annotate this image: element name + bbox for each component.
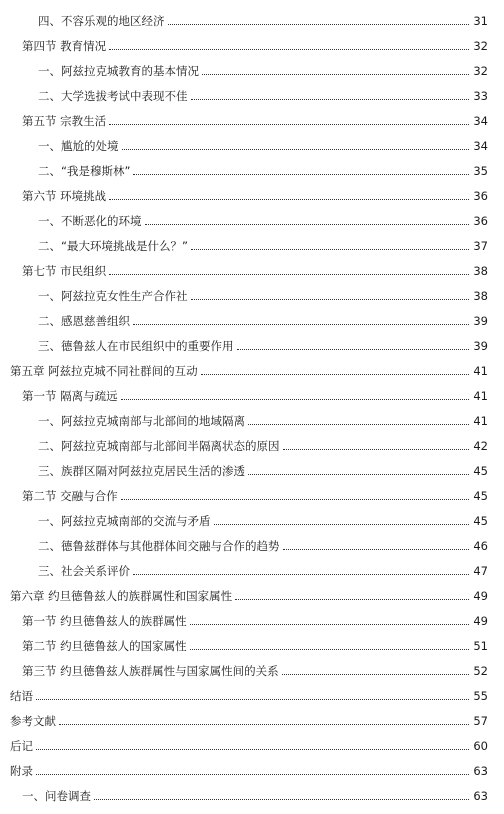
toc-entry[interactable] — [38, 554, 488, 578]
toc-entry[interactable] — [22, 29, 488, 53]
toc-dot-leader — [122, 148, 470, 150]
toc-entry-page: 36 — [473, 214, 488, 228]
toc-entry-title: 二、德鲁兹群体与其他群体间交融与合作的趋势 — [38, 539, 280, 553]
toc-entry-title: 四、不容乐观的地区经济 — [38, 14, 165, 28]
toc-entry[interactable] — [38, 229, 488, 253]
toc-dot-leader — [191, 248, 469, 250]
toc-entry-title: 第七节 市民组织 — [22, 264, 107, 278]
toc-dot-leader — [283, 548, 470, 550]
toc-entry-title: 二、感恩慈善组织 — [38, 314, 130, 328]
toc-entry-title: 第五节 宗教生活 — [22, 114, 107, 128]
toc-entry[interactable] — [38, 404, 488, 428]
toc-entry[interactable] — [38, 429, 488, 453]
toc-entry-title: 一、问卷调查 — [22, 789, 91, 803]
toc-entry-title: 附录 — [10, 764, 33, 778]
toc-dot-leader — [190, 648, 470, 650]
toc-entry-page: 32 — [473, 39, 488, 53]
toc-dot-leader — [190, 623, 470, 625]
toc-dot-leader — [133, 173, 469, 175]
toc-entry[interactable] — [10, 579, 488, 603]
toc-dot-leader — [248, 423, 469, 425]
toc-entry-title: 一、不断恶化的环境 — [38, 214, 142, 228]
toc-entry-title: 第六节 环境挑战 — [22, 189, 107, 203]
toc-entry-title: 二、“我是穆斯林” — [38, 164, 131, 178]
toc-entry-page: 35 — [473, 164, 488, 178]
toc-entry-page: 41 — [473, 389, 488, 403]
toc-entry-page: 32 — [473, 64, 488, 78]
toc-entry-title: 二、“最大环境挑战是什么？” — [38, 239, 188, 253]
toc-entry[interactable] — [10, 704, 488, 728]
toc-entry-title: 第五章 阿兹拉克城不同社群间的互动 — [10, 364, 198, 378]
toc-entry-title: 第一节 隔离与疏远 — [22, 389, 118, 403]
toc-dot-leader — [202, 73, 469, 75]
toc-entry[interactable] — [22, 379, 488, 403]
toc-dot-leader — [248, 473, 469, 475]
toc-entry[interactable] — [38, 304, 488, 328]
toc-entry[interactable] — [38, 79, 488, 103]
toc-entry-title: 第三节 约旦德鲁兹人族群属性与国家属性间的关系 — [22, 664, 279, 678]
toc-entry-page: 41 — [473, 364, 488, 378]
toc-entry[interactable] — [38, 4, 488, 28]
toc-entry-title: 后记 — [10, 739, 33, 753]
toc-entry-page: 60 — [473, 739, 488, 753]
toc-dot-leader — [36, 748, 469, 750]
toc-entry-page: 36 — [473, 189, 488, 203]
toc-entry[interactable] — [22, 479, 488, 503]
toc-entry[interactable] — [10, 354, 488, 378]
toc-entry-title: 二、大学选拔考试中表现不佳 — [38, 89, 188, 103]
toc-entry-title: 一、阿兹拉克城教育的基本情况 — [38, 64, 199, 78]
toc-dot-leader — [109, 48, 469, 50]
toc-entry-page: 45 — [473, 514, 488, 528]
toc-entry-page: 39 — [473, 339, 488, 353]
toc-entry-title: 一、阿兹拉克城南部的交流与矛盾 — [38, 514, 211, 528]
toc-entry[interactable] — [22, 104, 488, 128]
toc-entry-page: 42 — [473, 439, 488, 453]
toc-entry-title: 一、阿兹拉克城南部与北部间的地域隔离 — [38, 414, 245, 428]
toc-entry-page: 47 — [473, 564, 488, 578]
toc-entry[interactable] — [22, 179, 488, 203]
toc-entry-page: 63 — [473, 789, 488, 803]
toc-dot-leader — [214, 523, 470, 525]
toc-dot-leader — [133, 323, 469, 325]
toc-entry-page: 46 — [473, 539, 488, 553]
toc-entry-title: 结语 — [10, 689, 33, 703]
toc-entry[interactable] — [38, 329, 488, 353]
toc-entry[interactable] — [38, 129, 488, 153]
toc-entry-title: 第二节 交融与合作 — [22, 489, 118, 503]
toc-entry[interactable] — [22, 654, 488, 678]
toc-dot-leader — [121, 398, 470, 400]
toc-entry[interactable] — [22, 779, 488, 803]
toc-entry-page: 45 — [473, 489, 488, 503]
toc-dot-leader — [145, 223, 470, 225]
toc-dot-leader — [36, 698, 469, 700]
toc-dot-leader — [109, 123, 469, 125]
toc-entry[interactable] — [38, 54, 488, 78]
toc-entry[interactable] — [38, 504, 488, 528]
toc-entry-page: 34 — [473, 139, 488, 153]
toc-entry-page: 39 — [473, 314, 488, 328]
toc-dot-leader — [282, 673, 470, 675]
toc-entry-page: 57 — [473, 714, 488, 728]
toc-entry[interactable] — [10, 729, 488, 753]
toc-entry-page: 55 — [473, 689, 488, 703]
toc-dot-leader — [283, 448, 470, 450]
toc-entry[interactable] — [22, 629, 488, 653]
toc-entry-page: 49 — [473, 589, 488, 603]
toc-dot-leader — [109, 198, 469, 200]
toc-entry-title: 三、族群区隔对阿兹拉克居民生活的渗透 — [38, 464, 245, 478]
toc-entry-page: 41 — [473, 414, 488, 428]
toc-entry-title: 一、阿兹拉克女性生产合作社 — [38, 289, 188, 303]
toc-dot-leader — [59, 723, 469, 725]
toc-entry-page: 33 — [473, 89, 488, 103]
toc-entry[interactable] — [10, 679, 488, 703]
toc-entry-page: 63 — [473, 764, 488, 778]
toc-entry[interactable] — [38, 529, 488, 553]
toc-entry-page: 51 — [473, 639, 488, 653]
toc-entry-page: 49 — [473, 614, 488, 628]
toc-entry-page: 52 — [473, 664, 488, 678]
toc-entry[interactable] — [10, 754, 488, 778]
toc-dot-leader — [94, 798, 469, 800]
toc-dot-leader — [133, 573, 469, 575]
toc-entry[interactable] — [38, 204, 488, 228]
toc-entry-title: 第二节 约旦德鲁兹人的国家属性 — [22, 639, 187, 653]
toc-entry-title: 一、尴尬的处境 — [38, 139, 119, 153]
toc-entry-title: 参考文献 — [10, 714, 56, 728]
toc-dot-leader — [109, 273, 469, 275]
toc-entry-page: 37 — [473, 239, 488, 253]
toc-dot-leader — [36, 773, 469, 775]
toc-entry-page: 34 — [473, 114, 488, 128]
toc-dot-leader — [168, 23, 470, 25]
toc-entry-page: 38 — [473, 264, 488, 278]
toc-dot-leader — [235, 598, 469, 600]
toc-entry[interactable] — [22, 254, 488, 278]
toc-entry-page: 38 — [473, 289, 488, 303]
toc-entry-page: 31 — [473, 14, 488, 28]
toc-entry-page: 45 — [473, 464, 488, 478]
toc-entry-title: 二、阿兹拉克城南部与北部间半隔离状态的原因 — [38, 439, 280, 453]
toc-entry[interactable] — [22, 604, 488, 628]
toc-entry-title: 第一节 约旦德鲁兹人的族群属性 — [22, 614, 187, 628]
toc-entry[interactable] — [38, 154, 488, 178]
toc-entry-title: 第四节 教育情况 — [22, 39, 107, 53]
toc-entry-title: 第六章 约旦德鲁兹人的族群属性和国家属性 — [10, 589, 233, 603]
toc-dot-leader — [201, 373, 470, 375]
toc-dot-leader — [191, 98, 470, 100]
toc-dot-leader — [121, 498, 470, 500]
toc-entry[interactable] — [38, 454, 488, 478]
toc-entry-title: 三、德鲁兹人在市民组织中的重要作用 — [38, 339, 234, 353]
toc-entry-title: 三、社会关系评价 — [38, 564, 130, 578]
toc-dot-leader — [237, 348, 470, 350]
toc-dot-leader — [191, 298, 470, 300]
toc-entry[interactable] — [38, 279, 488, 303]
